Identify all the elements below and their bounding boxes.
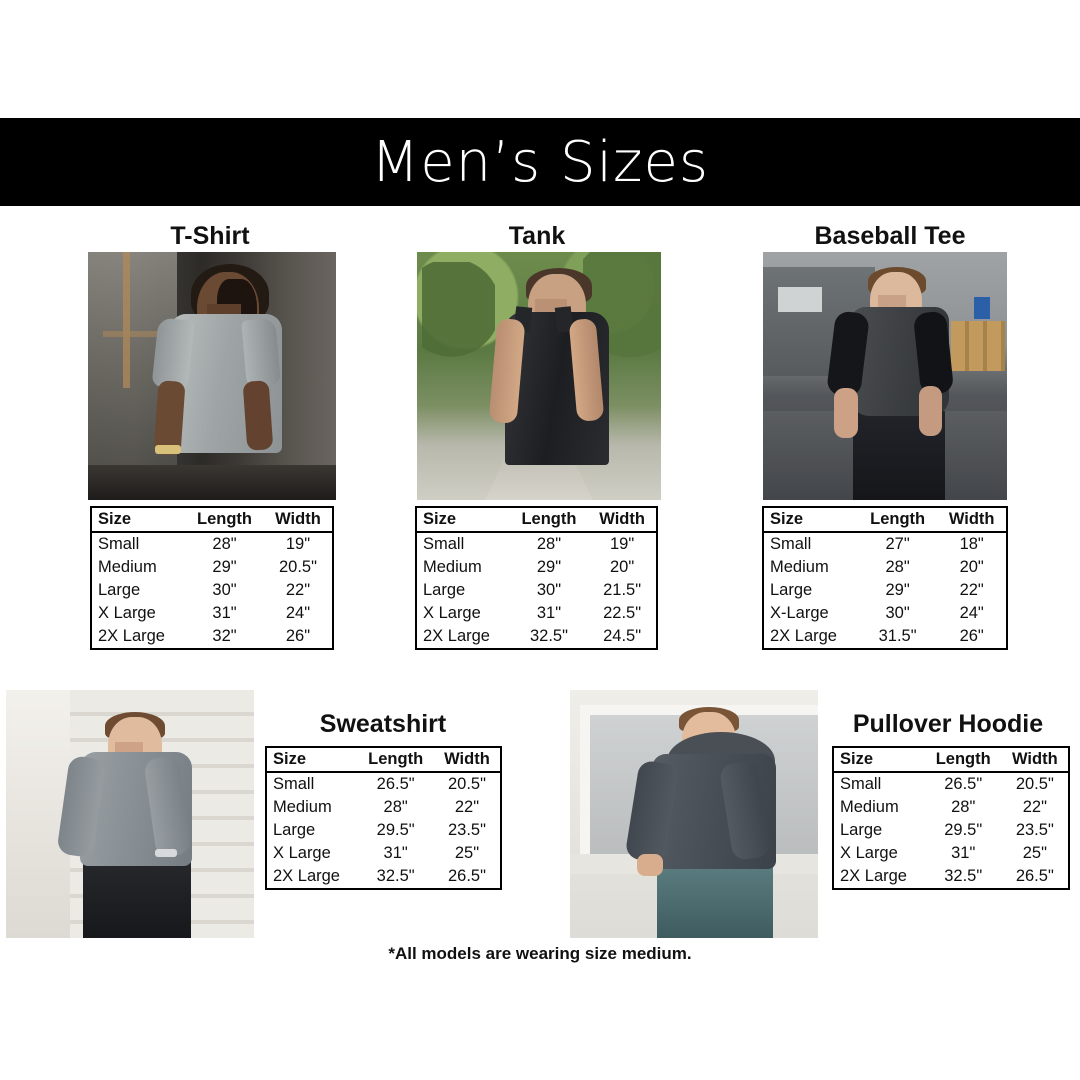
cell-length: 30" (536, 581, 562, 599)
cell-width: 26.5" (1015, 867, 1054, 885)
cell-width: 23.5" (447, 821, 486, 839)
table-row (91, 625, 333, 649)
cell-size: Large (273, 821, 316, 839)
table-row (91, 602, 333, 625)
table-row (91, 556, 333, 579)
product-photo-baseball-tee (763, 252, 1007, 500)
cell-size: X Large (423, 604, 481, 622)
size-table-sweatshirt (265, 746, 502, 890)
table-row (763, 556, 1007, 579)
table-row (763, 625, 1007, 649)
cell-size: Medium (423, 558, 482, 576)
table-row (416, 602, 657, 625)
column-header-width: Width (434, 747, 501, 772)
cell-size: Medium (98, 558, 157, 576)
cell-length: 28" (383, 798, 408, 816)
product-photo-pullover-hoodie (570, 690, 818, 938)
product-photo-tank (417, 252, 661, 500)
cell-width: 20.5" (278, 558, 317, 576)
cell-size: Medium (840, 798, 899, 816)
table-row (763, 602, 1007, 625)
cell-length: 26.5" (944, 775, 983, 793)
page-header-banner (0, 118, 1080, 206)
cell-size: Large (423, 581, 466, 599)
cell-size: Small (98, 535, 140, 553)
table-row (833, 772, 1069, 796)
cell-size: Small (770, 535, 812, 553)
table-header-row (833, 747, 1069, 772)
cell-length: 28" (212, 535, 237, 553)
cell-length: 28" (951, 798, 976, 816)
column-header-size: Size (833, 747, 925, 772)
cell-size: Small (423, 535, 465, 553)
cell-length: 30" (212, 581, 237, 599)
cell-length: 28" (536, 535, 562, 553)
size-table-tank (415, 506, 658, 650)
cell-width: 26" (959, 627, 984, 645)
cell-size: 2X Large (423, 627, 490, 645)
table-row (266, 842, 501, 865)
cell-length: 31.5" (878, 627, 917, 645)
cell-length: 32.5" (529, 627, 568, 645)
cell-width: 22" (1022, 798, 1047, 816)
size-table-pullover-hoodie (832, 746, 1070, 890)
cell-length: 31" (536, 604, 562, 622)
product-title-sweatshirt: Sweatshirt (319, 710, 447, 738)
cell-length: 30" (885, 604, 910, 622)
cell-width: 20" (959, 558, 984, 576)
cell-size: X Large (273, 844, 331, 862)
column-header-length: Length (510, 507, 589, 532)
cell-width: 21.5" (603, 581, 642, 599)
cell-size: Large (98, 581, 141, 599)
cell-width: 24" (285, 604, 311, 622)
cell-width: 22" (285, 581, 311, 599)
cell-length: 26.5" (376, 775, 415, 793)
page-title: Men’s Sizes (370, 129, 710, 195)
table-row (416, 532, 657, 556)
column-header-length: Length (925, 747, 1002, 772)
table-row (416, 625, 657, 649)
table-row (266, 772, 501, 796)
cell-length: 31" (383, 844, 408, 862)
table-row (416, 579, 657, 602)
table-row (266, 796, 501, 819)
cell-width: 24.5" (603, 627, 642, 645)
column-header-length: Length (185, 507, 264, 532)
footnote-models-size: *All models are wearing size medium. (388, 944, 692, 963)
cell-length: 32.5" (376, 867, 415, 885)
cell-width: 24" (959, 604, 984, 622)
cell-width: 20" (610, 558, 635, 576)
table-header-row (416, 507, 657, 532)
column-header-length: Length (357, 747, 434, 772)
table-row (833, 842, 1069, 865)
column-header-width: Width (937, 507, 1007, 532)
cell-length: 29" (885, 581, 910, 599)
table-row (833, 865, 1069, 889)
cell-width: 25" (454, 844, 480, 862)
cell-length: 27" (885, 535, 910, 553)
cell-width: 26.5" (447, 867, 486, 885)
cell-length: 28" (885, 558, 910, 576)
column-header-size: Size (763, 507, 858, 532)
product-title-baseball-tee: Baseball Tee (814, 222, 966, 250)
column-header-width: Width (1002, 747, 1069, 772)
table-row (266, 865, 501, 889)
cell-width: 19" (610, 535, 635, 553)
cell-width: 23.5" (1015, 821, 1054, 839)
column-header-length: Length (858, 507, 937, 532)
cell-width: 25" (1022, 844, 1047, 862)
table-row (266, 819, 501, 842)
table-row (416, 556, 657, 579)
table-row (91, 579, 333, 602)
product-photo-sweatshirt (6, 690, 254, 938)
cell-size: 2X Large (273, 867, 340, 885)
cell-size: Large (770, 581, 813, 599)
cell-width: 19" (285, 535, 311, 553)
cell-length: 32.5" (944, 867, 983, 885)
product-photo-tshirt (88, 252, 336, 500)
product-title-tshirt: T-Shirt (170, 222, 250, 250)
product-title-tank: Tank (508, 222, 566, 250)
table-row (833, 796, 1069, 819)
table-row (763, 579, 1007, 602)
cell-width: 22" (454, 798, 480, 816)
cell-size: Small (273, 775, 315, 793)
cell-width: 22.5" (603, 604, 642, 622)
cell-length: 29" (212, 558, 237, 576)
cell-length: 31" (212, 604, 237, 622)
cell-width: 18" (959, 535, 984, 553)
table-row (763, 532, 1007, 556)
cell-size: 2X Large (98, 627, 165, 645)
table-header-row (91, 507, 333, 532)
cell-size: 2X Large (840, 867, 907, 885)
table-row (833, 819, 1069, 842)
column-header-size: Size (416, 507, 510, 532)
cell-length: 29.5" (944, 821, 983, 839)
table-header-row (266, 747, 501, 772)
size-table-tshirt (90, 506, 334, 650)
column-header-width: Width (264, 507, 333, 532)
cell-length: 31" (951, 844, 976, 862)
cell-width: 22" (959, 581, 984, 599)
table-header-row (763, 507, 1007, 532)
cell-width: 26" (285, 627, 311, 645)
cell-size: X-Large (770, 604, 829, 622)
size-table-baseball-tee (762, 506, 1008, 650)
cell-size: X Large (98, 604, 156, 622)
cell-size: Medium (273, 798, 332, 816)
product-title-pullover-hoodie: Pullover Hoodie (852, 710, 1044, 738)
cell-width: 20.5" (1015, 775, 1054, 793)
column-header-size: Size (91, 507, 185, 532)
cell-size: Medium (770, 558, 829, 576)
cell-size: X Large (840, 844, 898, 862)
cell-size: Small (840, 775, 882, 793)
cell-size: Large (840, 821, 883, 839)
table-row (91, 532, 333, 556)
column-header-size: Size (266, 747, 357, 772)
column-header-width: Width (588, 507, 657, 532)
cell-size: 2X Large (770, 627, 837, 645)
cell-length: 29.5" (376, 821, 415, 839)
cell-length: 32" (212, 627, 237, 645)
cell-width: 20.5" (447, 775, 486, 793)
cell-length: 29" (536, 558, 562, 576)
